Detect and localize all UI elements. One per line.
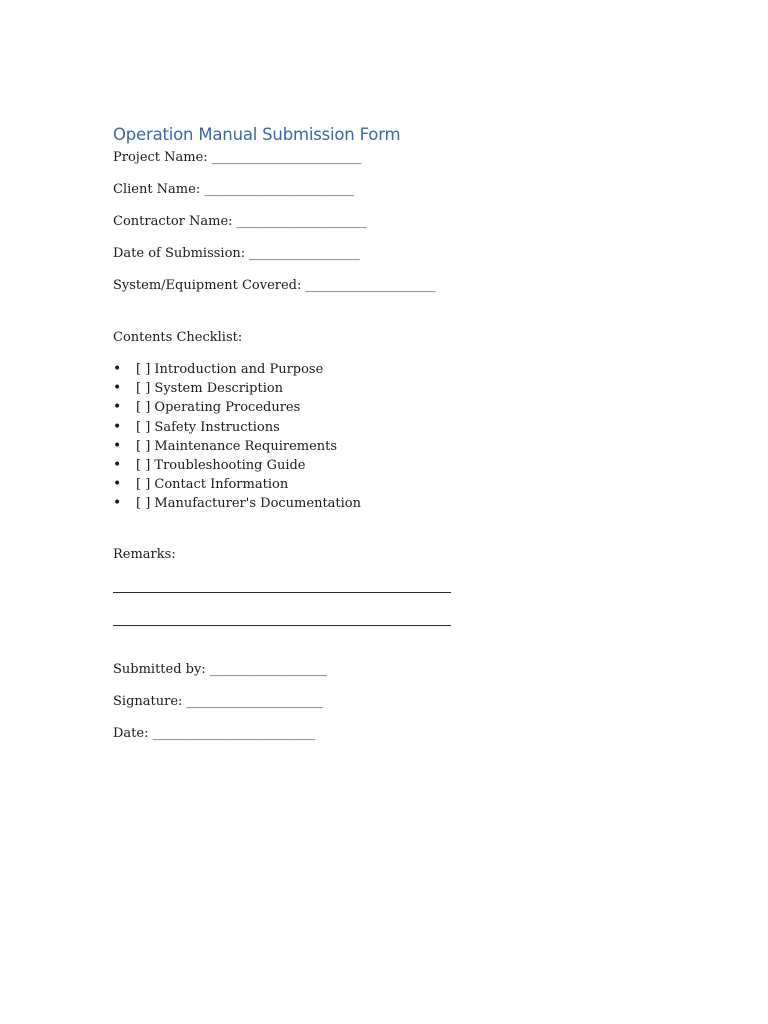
- remarks-label: Remarks:: [113, 547, 176, 562]
- remarks-line-1: [113, 592, 451, 593]
- contents-checklist: [113, 361, 361, 515]
- bullet-icon: •: [113, 495, 122, 512]
- contractor-name-field: Contractor Name: ____________________: [113, 214, 367, 229]
- bullet-icon: •: [113, 361, 122, 377]
- bullet-icon: •: [113, 437, 122, 454]
- project-name-field: Project Name: _______________________: [113, 150, 362, 165]
- checklist-item-label: [ ] Troubleshooting Guide: [136, 457, 306, 473]
- checklist-item-troubleshooting: [113, 457, 361, 476]
- checklist-item-contact-information: [113, 476, 361, 495]
- bullet-icon: •: [113, 456, 122, 473]
- date-field: Date: _________________________: [113, 726, 316, 741]
- checklist-item-operating-procedures: [113, 399, 361, 418]
- checklist-item-system-description: [113, 380, 361, 399]
- system-equipment-field: System/Equipment Covered: ____________________: [113, 278, 436, 293]
- bullet-icon: •: [113, 476, 122, 493]
- client-name-field: Client Name: _______________________: [113, 182, 354, 197]
- checklist-item-label: [ ] System Description: [136, 381, 284, 397]
- form-title: Operation Manual Submission Form: [113, 125, 401, 144]
- checklist-item-label: [ ] Maintenance Requirements: [136, 438, 338, 454]
- checklist-item-label: [ ] Operating Procedures: [136, 400, 301, 416]
- checklist-item-introduction: [113, 361, 361, 380]
- date-of-submission-field: Date of Submission: _________________: [113, 246, 360, 261]
- bullet-icon: •: [113, 380, 122, 397]
- bullet-icon: •: [113, 399, 122, 416]
- signature-field: Signature: _____________________: [113, 694, 324, 709]
- checklist-heading: Contents Checklist:: [113, 330, 243, 345]
- checklist-item-maintenance: [113, 438, 361, 457]
- checklist-item-label: [ ] Introduction and Purpose: [136, 362, 324, 377]
- bullet-icon: •: [113, 418, 122, 435]
- submitted-by-field: Submitted by: __________________: [113, 662, 327, 677]
- checklist-item-label: [ ] Contact Information: [136, 477, 289, 493]
- checklist-item-safety-instructions: [113, 419, 361, 438]
- checklist-item-label: [ ] Manufacturer's Documentation: [136, 496, 362, 512]
- checklist-item-manufacturer-docs: [113, 495, 361, 514]
- checklist-item-label: [ ] Safety Instructions: [136, 419, 280, 435]
- remarks-line-2: [113, 625, 451, 626]
